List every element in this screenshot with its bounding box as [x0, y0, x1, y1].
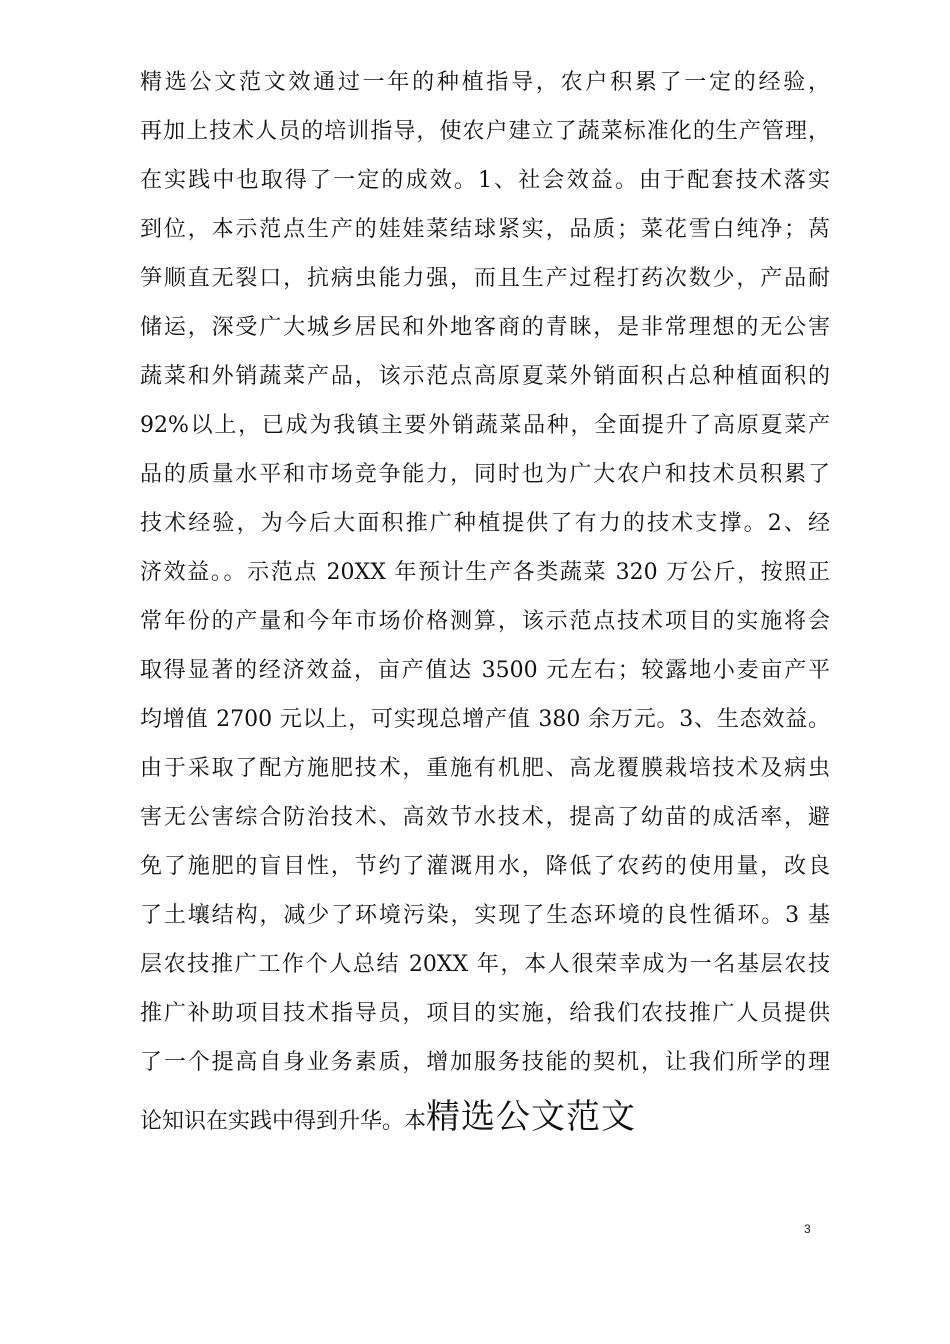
- text-line: 品的质量水平和市场竞争能力，同时也为广大农户和技术员积累了: [140, 462, 830, 487]
- text-line: 精选公文范文效通过一年的种植指导，农户积累了一定的经验，: [140, 70, 830, 95]
- text-line: 了土壤结构，减少了环境污染，实现了生态环境的良性循环。3 基: [140, 903, 830, 928]
- text-line: 储运，深受广大城乡居民和外地客商的青睐，是非常理想的无公害: [140, 315, 830, 340]
- text-line: 推广补助项目技术指导员，项目的实施，给我们农技推广人员提供: [140, 1001, 830, 1026]
- text-line: 常年份的产量和今年市场价格测算，该示范点技术项目的实施将会: [140, 609, 830, 634]
- page-number: 3: [804, 1222, 811, 1236]
- last-text-line: [140, 1087, 830, 1147]
- text-line: 笋顺直无裂口，抗病虫能力强，而且生产过程打药次数少，产品耐: [140, 266, 830, 291]
- text-line: 层农技推广工作个人总结 20XX 年，本人很荣幸成为一名基层农技: [140, 952, 830, 977]
- text-line: 免了施肥的盲目性，节约了灌溉用水，降低了农药的使用量，改良: [140, 854, 830, 879]
- text-line: 蔬菜和外销蔬菜产品，该示范点高原夏菜外销面积占总种植面积的: [140, 364, 830, 389]
- last-line-text: 论知识在实践中得到升华。本: [140, 1109, 427, 1134]
- text-line: 在实践中也取得了一定的成效。1、社会效益。由于配套技术落实: [140, 168, 830, 193]
- text-line: 取得显著的经济效益，亩产值达 3500 元左右；较露地小麦亩产平: [140, 658, 830, 683]
- text-line: 由于采取了配方施肥技术，重施有机肥、高龙覆膜栽培技术及病虫: [140, 756, 830, 781]
- body-text: [140, 58, 830, 1147]
- text-line: 92%以上，已成为我镇主要外销蔬菜品种，全面提升了高原夏菜产: [140, 413, 830, 438]
- text-line: 济效益。。示范点 20XX 年预计生产各类蔬菜 320 万公斤，按照正: [140, 560, 830, 585]
- text-line: 技术经验，为今后大面积推广种植提供了有力的技术支撑。2、经: [140, 511, 830, 536]
- text-line: 再加上技术人员的培训指导，使农户建立了蔬菜标准化的生产管理，: [140, 119, 830, 144]
- text-line: 到位，本示范点生产的娃娃菜结球紧实，品质；菜花雪白纯净；莴: [140, 217, 830, 242]
- text-line: 均增值 2700 元以上，可实现总增产值 380 余万元。3、生态效益。: [140, 707, 830, 732]
- last-line-big-text: 精选公文范文: [426, 1097, 637, 1137]
- text-line: 了一个提高自身业务素质，增加服务技能的契机，让我们所学的理: [140, 1050, 830, 1075]
- text-line: 害无公害综合防治技术、高效节水技术，提高了幼苗的成活率，避: [140, 805, 830, 830]
